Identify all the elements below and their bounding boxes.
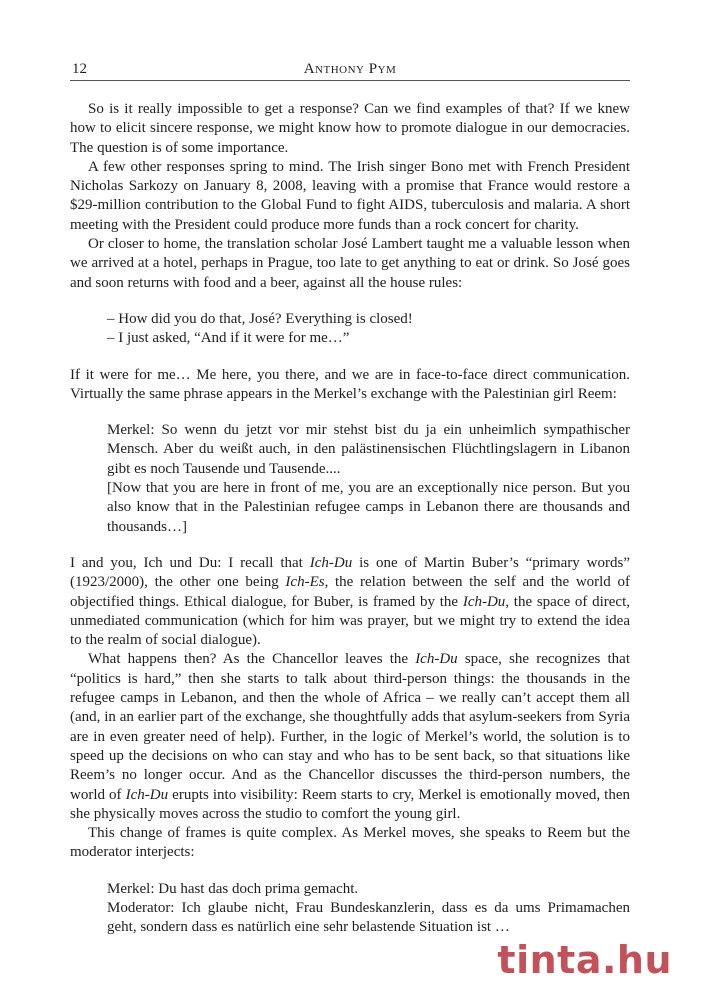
dialogue-line-2: – I just asked, “And if it were for me…” <box>107 330 350 347</box>
paragraph-5-text-b: is one of Martin Buber’s “primary words” (1923/2000), the other one being <box>70 554 630 591</box>
term-ich-du: Ich-Du <box>125 786 169 803</box>
paragraph-5-text-c: , the relation between the self and the world of objectified things. Ethical dialogue, for Buber, is framed by the <box>70 574 630 610</box>
quote-english-translation: [Now that you are here in front of me, you are an exceptionally nice person. But you also know that in the Palestinian refugee camps in Lebanon there are thousands and thousands…] <box>107 480 630 535</box>
quote-german: Merkel: So wenn du jetzt vor mir stehst bist du ja ein unheimlich sympathischer Mensch. Aber du weißt auch, in den palästinensischen Flüchtlingslagern in Libanon gibt es noch Tausende und Tausende.... <box>107 422 630 477</box>
paragraph-5-text-a: I and you, Ich und Du: I recall that <box>70 554 310 571</box>
paragraph-7: This change of frames is quite complex. As Merkel moves, she speaks to Reem but the moderator interjects: <box>70 825 630 861</box>
paragraph-1: So is it really impossible to get a response? Can we find examples of that? If we knew how to elicit sincere response, we might know how to promote dialogue in our democracies. The question is of some importance. <box>70 101 630 156</box>
dialogue-block <box>107 310 630 349</box>
term-ich-du: Ich-Du <box>462 593 506 610</box>
paragraph-6-text-b: space, she recognizes that “politics is hard,” then she starts to talk about third-person things: the thousands in the refugee camps in Lebanon, and then the whole of Africa – we really can’t accept them all (and, in an earlier part of the exchange, she thoughtfully adds that asylum-seekers from Syria are in even greater need of help). Further, in the logic of Merkel’s world, the solution is to speed up the decisions on who can stay and who has to be sent back, so that situations like Reem’s no longer occur. And as the Chancellor discusses the third-person numbers, the world of <box>70 651 630 803</box>
block-quote-moderator <box>107 880 630 938</box>
term-ich-es: Ich-Es <box>285 574 325 591</box>
paragraph-2: A few other responses spring to mind. The Irish singer Bono met with French President Nicholas Sarkozy on January 8, 2008, leaving with a promise that France would restore a $29-million contribution to the Global Fund to fight AIDS, tuberculosis and malaria. A short meeting with the President could produce more funds than a rock concert for charity. <box>70 158 630 233</box>
term-ich-du: Ich-Du <box>415 651 458 668</box>
running-header <box>70 54 630 81</box>
block-quote-merkel-reem <box>107 421 630 537</box>
paragraph-3: Or closer to home, the translation scholar José Lambert taught me a valuable lesson when we arrived at a hotel, perhaps in Prague, too late to get anything to eat or drink. So José goes and soon returns with food and a beer, against all the house rules: <box>70 236 630 291</box>
page-number: 12 <box>72 61 87 77</box>
paragraph-6 <box>70 650 630 824</box>
book-page <box>70 54 630 955</box>
body-text <box>70 100 630 938</box>
quote-merkel-line: Merkel: Du hast das doch prima gemacht. <box>107 880 359 897</box>
paragraph-4: If it were for me… Me here, you there, and we are in face-to-face direct communication. Virtually the same phrase appears in the Merkel’s exchange with the Palestinian girl Reem: <box>70 366 630 402</box>
paragraph-6-text-a: What happens then? As the Chancellor leaves the <box>88 651 416 668</box>
paragraph-5 <box>70 554 630 650</box>
running-title-author: Anthony Pym <box>303 61 397 77</box>
paragraph-6-text-c: erupts into visibility: Reem starts to cry, Merkel is emotionally moved, then she physically moves across the studio to comfort the young girl. <box>70 786 630 822</box>
dialogue-line-1: – How did you do that, José? Everything is closed! <box>107 310 413 327</box>
paragraph-5-text-d: , the space of direct, unmediated communication (which for him was prayer, but we might try to extend the idea to the realm of social dialogue). <box>70 593 630 649</box>
watermark-logo: tinta.hu <box>497 938 672 982</box>
quote-moderator-line: Moderator: Ich glaube nicht, Frau Bundeskanzlerin, dass es da ums Primamachen geht, sondern dass es natürlich eine sehr belastende Situation ist … <box>107 899 630 936</box>
term-ich-du: Ich-Du <box>309 554 353 571</box>
